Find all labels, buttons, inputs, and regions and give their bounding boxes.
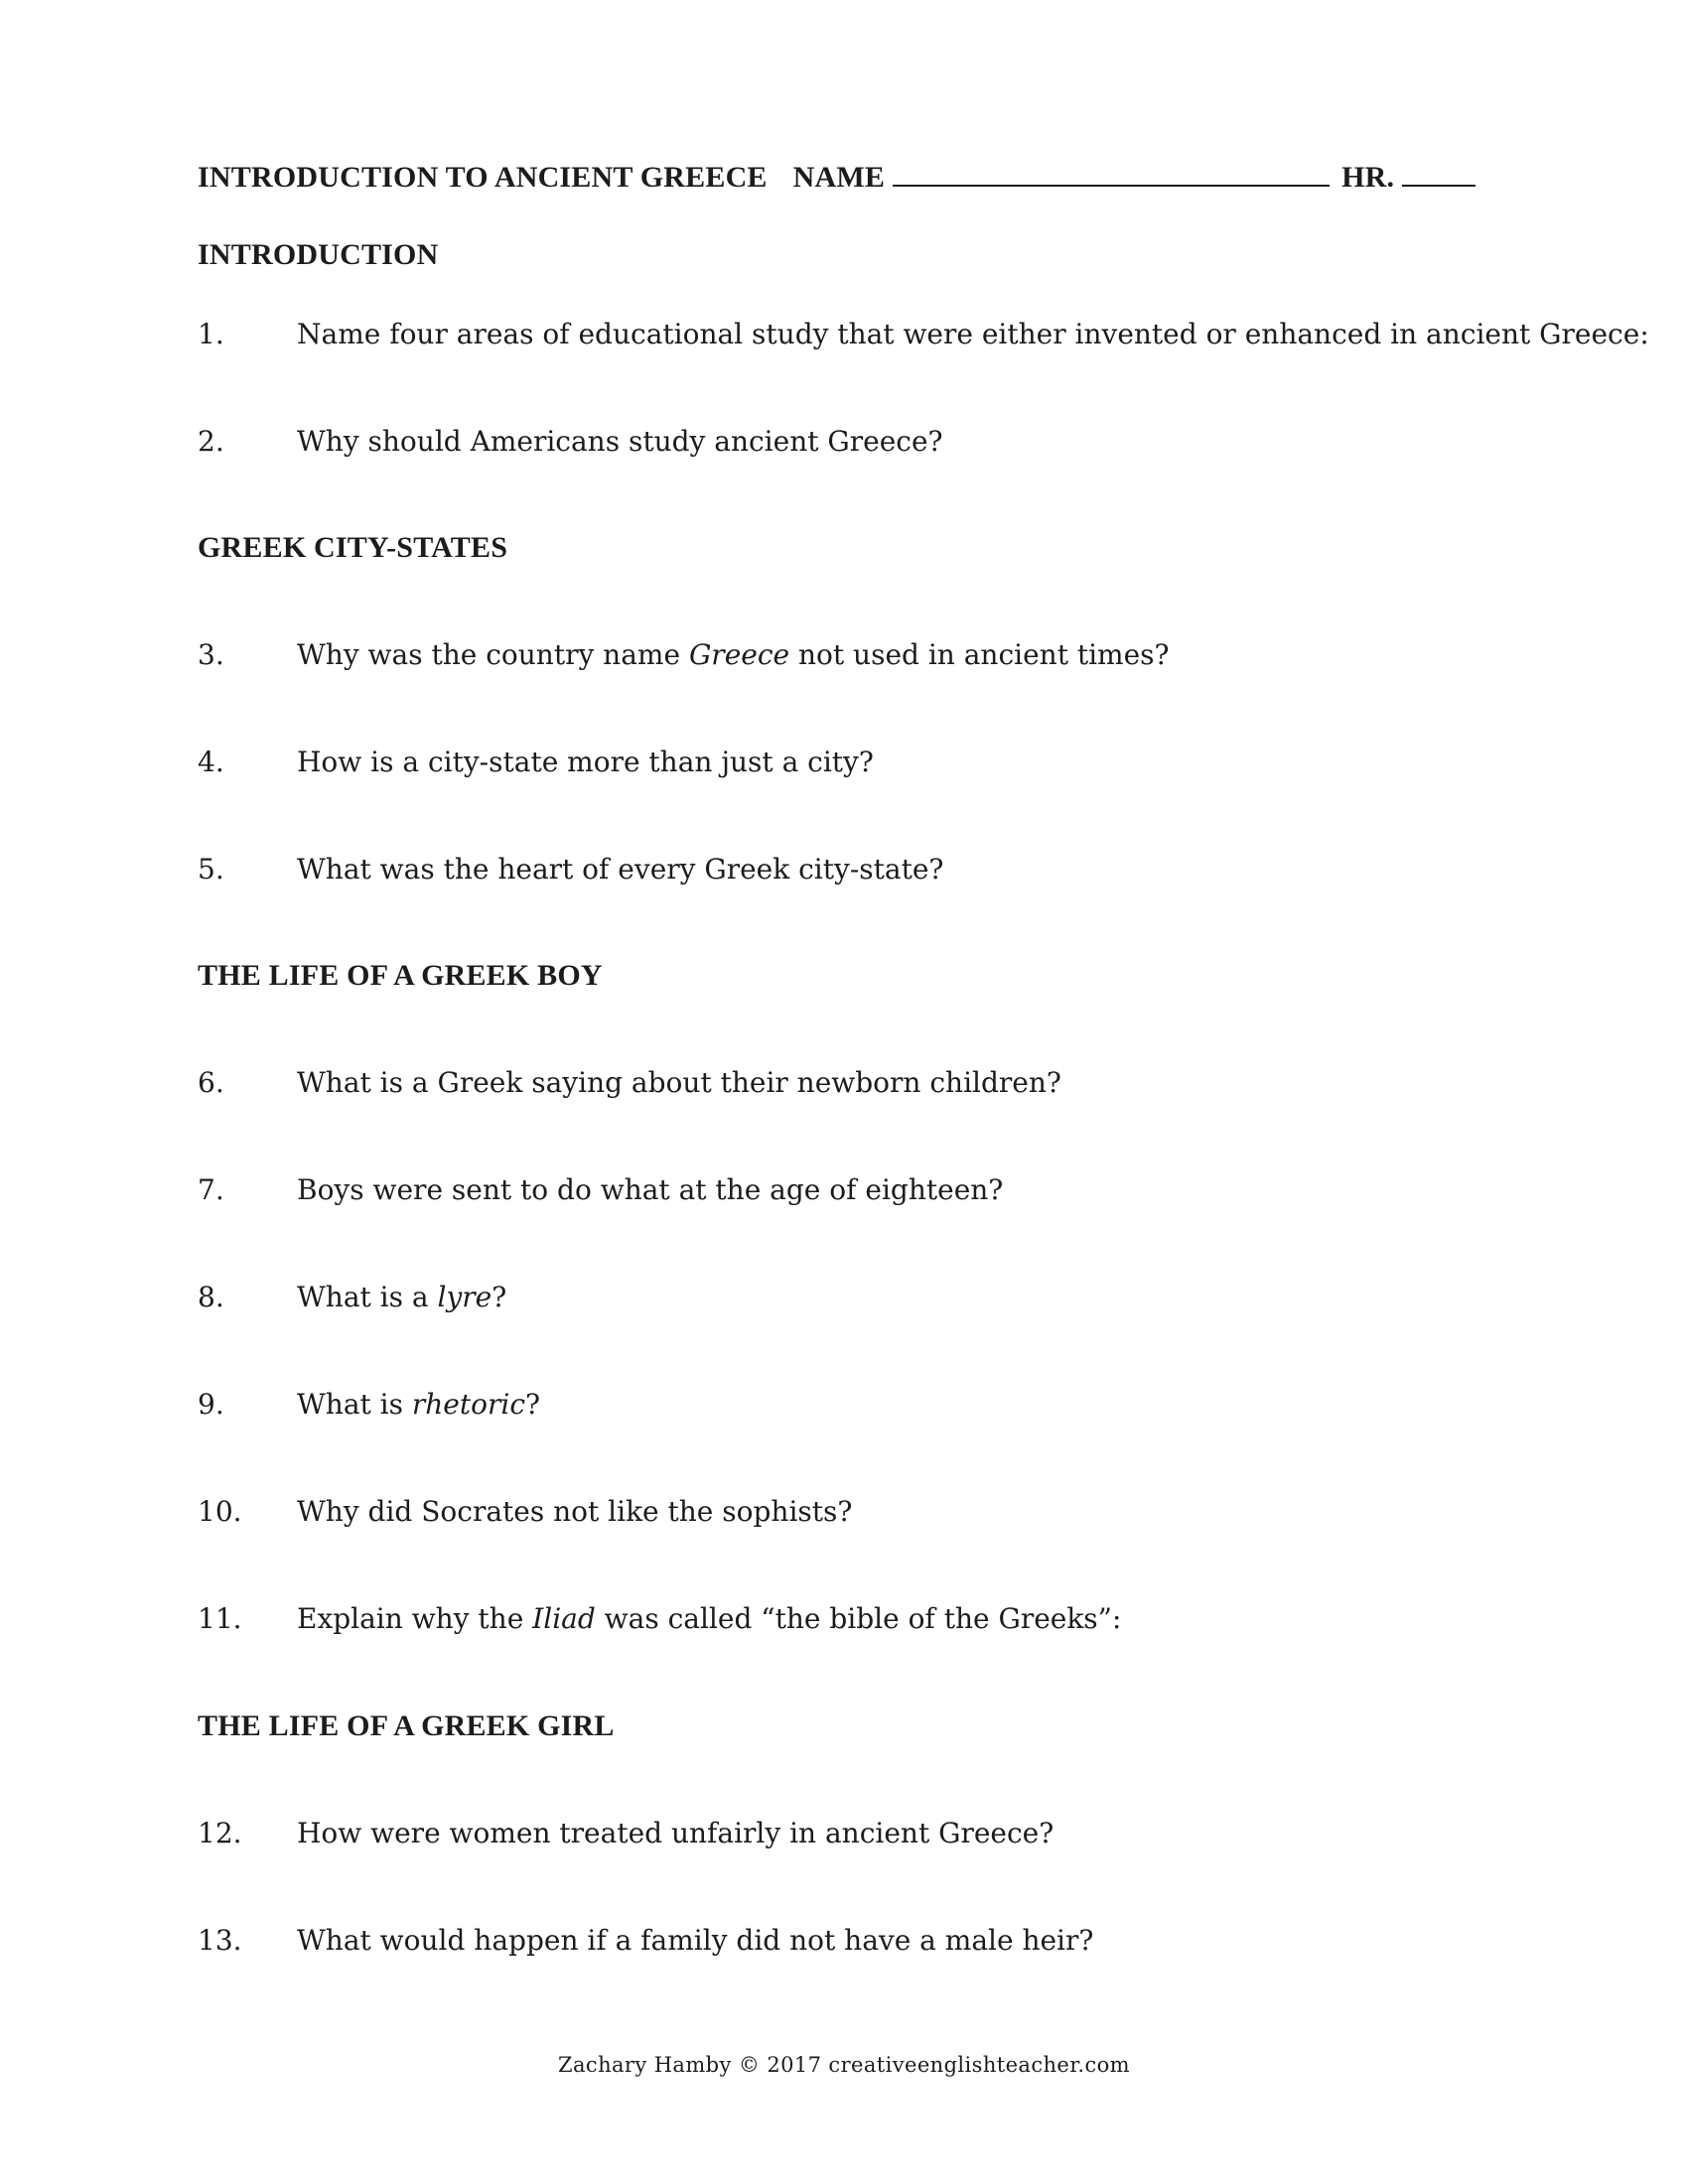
question-text: What is a Greek saying about their newborn children? xyxy=(297,1066,1061,1099)
hr-blank-line[interactable] xyxy=(1402,161,1476,187)
question-item xyxy=(198,746,874,778)
question-number: 3. xyxy=(198,638,224,671)
question-number: 9. xyxy=(198,1388,224,1421)
question-number: 7. xyxy=(198,1173,224,1206)
italic-term: rhetoric xyxy=(411,1388,526,1421)
question-text: How is a city-state more than just a city? xyxy=(297,746,874,778)
question-text: Why did Socrates not like the sophists? xyxy=(297,1495,853,1528)
italic-term: Iliad xyxy=(532,1602,596,1635)
question-text: Why was the country name Greece not used in ancient times? xyxy=(297,638,1170,671)
question-text: What was the heart of every Greek city-state? xyxy=(297,853,944,886)
question-number: 6. xyxy=(198,1066,224,1099)
question-item xyxy=(198,425,943,458)
question-number: 10. xyxy=(198,1495,242,1528)
question-item xyxy=(198,1924,1093,1957)
question-item xyxy=(198,853,943,886)
question-text: Name four areas of educational study that were either invented or enhanced in ancient Greece: xyxy=(297,318,1649,350)
question-text: Explain why the Iliad was called “the bible of the Greeks”: xyxy=(297,1602,1122,1635)
question-item xyxy=(198,638,1170,671)
worksheet-title: INTRODUCTION TO ANCIENT GREECE xyxy=(198,161,768,194)
question-text: Why should Americans study ancient Greece? xyxy=(297,425,943,458)
italic-term: Greece xyxy=(688,638,790,671)
question-item xyxy=(198,1388,540,1421)
section-heading-greek-boy: THE LIFE OF A GREEK BOY xyxy=(198,959,603,992)
question-text: How were women treated unfairly in ancient Greece? xyxy=(297,1817,1055,1849)
question-item xyxy=(198,1066,1061,1099)
question-item xyxy=(198,1817,1054,1849)
question-text: Boys were sent to do what at the age of eighteen? xyxy=(297,1173,1004,1206)
question-number: 5. xyxy=(198,853,224,886)
question-text: What would happen if a family did not have a male heir? xyxy=(297,1924,1094,1957)
question-number: 2. xyxy=(198,425,224,458)
section-heading-greek-girl: THE LIFE OF A GREEK GIRL xyxy=(198,1709,615,1742)
question-item xyxy=(198,1602,1121,1635)
question-number: 8. xyxy=(198,1281,224,1313)
name-label: NAME xyxy=(792,161,886,194)
worksheet-header xyxy=(198,161,1476,195)
italic-term: lyre xyxy=(437,1281,492,1313)
question-text: What is a lyre? xyxy=(297,1281,507,1313)
question-number: 12. xyxy=(198,1817,242,1849)
question-number: 13. xyxy=(198,1924,242,1957)
page-footer: Zachary Hamby © 2017 creativeenglishteacher.com xyxy=(558,2053,1130,2077)
question-number: 11. xyxy=(198,1602,242,1635)
question-item xyxy=(198,1495,852,1528)
section-heading-introduction: INTRODUCTION xyxy=(198,238,439,271)
hr-label: HR. xyxy=(1341,161,1395,194)
question-number: 1. xyxy=(198,318,224,350)
question-item xyxy=(198,1173,1003,1206)
question-text: What is rhetoric? xyxy=(297,1388,541,1421)
section-heading-greek-city-states: GREEK CITY-STATES xyxy=(198,531,508,564)
question-item xyxy=(198,1281,506,1313)
question-number: 4. xyxy=(198,746,224,778)
name-blank-line[interactable] xyxy=(893,161,1330,187)
question-item xyxy=(198,318,1649,350)
